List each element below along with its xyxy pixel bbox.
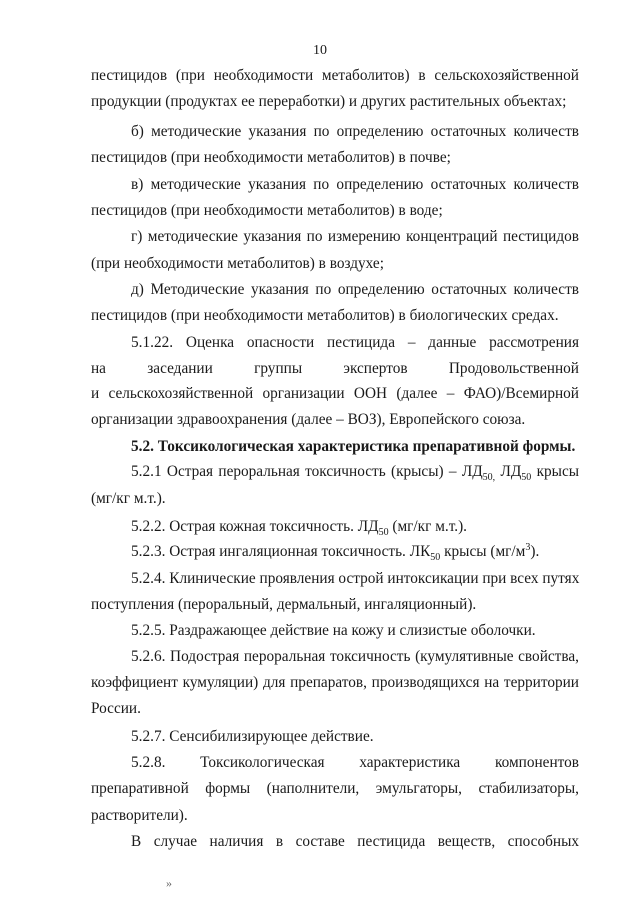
text-line: поступления (пероральный, дермальный, ингаляционный). [91, 596, 477, 613]
text-line: 5.2.2. Острая кожная токсичность. $ЛД_{50}$ (мг/кг м.т.). [131, 518, 467, 539]
text-line: 5.2.5. Раздражающее действие на кожу и слизистые оболочки. [131, 622, 536, 639]
text-line: России. [91, 700, 141, 717]
text-line: б) методические указания по определению остаточных количеств [131, 123, 579, 140]
text-line: 5.2.4. Клинические проявления острой интоксикации при всех путях [131, 570, 580, 587]
text-line: д) Методические указания по определению остаточных количеств [131, 281, 579, 298]
text-line: пестицидов (при необходимости метаболитов) в сельскохозяйственной [91, 67, 579, 84]
text-line: препаративной формы (наполнители, эмульгаторы, стабилизаторы, [91, 780, 579, 797]
text-line: пестицидов (при необходимости метаболитов) в биологических средах. [91, 307, 559, 324]
text-line: 5.2.6. Подострая пероральная токсичность (кумулятивные свойства, [131, 648, 579, 665]
text-line: 5.1.22. Оценка опасности пестицида – данные рассмотрения [131, 334, 579, 351]
scan-mark: » [166, 876, 172, 890]
text-line: на заседании группы экспертов Продовольственной [91, 360, 579, 377]
text-line: пестицидов (при необходимости метаболитов) в воде; [91, 202, 443, 219]
text-line: коэффициент кумуляции) для препаратов, производящихся на территории [91, 674, 579, 691]
text-line: растворители). [91, 807, 188, 824]
text-line: и сельскохозяйственной организации ООН (далее – ФАО)/Всемирной [91, 385, 579, 402]
text-line: организации здравоохранения (далее – ВОЗ), Европейского союза. [91, 411, 526, 428]
text-line: 5.2.1 Острая пероральная токсичность (крысы) – $ЛД_{50,}$ $ЛД_{50}$ крысы [131, 463, 580, 484]
text-line: 5.2. Токсикологическая характеристика препаративной формы. [131, 438, 576, 455]
page-number: 10 [313, 43, 327, 58]
text-line: (мг/кг м.т.). [91, 490, 166, 507]
text-line: В случае наличия в составе пестицида веществ, способных [131, 833, 579, 850]
text-line: пестицидов (при необходимости метаболитов) в почве; [91, 149, 451, 166]
text-line: 5.2.8. Токсикологическая характеристика компонентов [131, 754, 579, 771]
text-line: продукции (продуктах ее переработки) и других растительных объектах; [91, 93, 567, 110]
text-line: 5.2.3. Острая ингаляционная токсичность. $ЛК_{50}$ крысы $(мг/м^3)$. [131, 541, 540, 564]
text-line: 5.2.7. Сенсибилизирующее действие. [131, 728, 374, 745]
text-line: г) методические указания по измерению концентраций пестицидов [131, 228, 579, 245]
text-line: в) методические указания по определению остаточных количеств [131, 176, 579, 193]
text-line: (при необходимости метаболитов) в воздухе; [91, 255, 384, 272]
